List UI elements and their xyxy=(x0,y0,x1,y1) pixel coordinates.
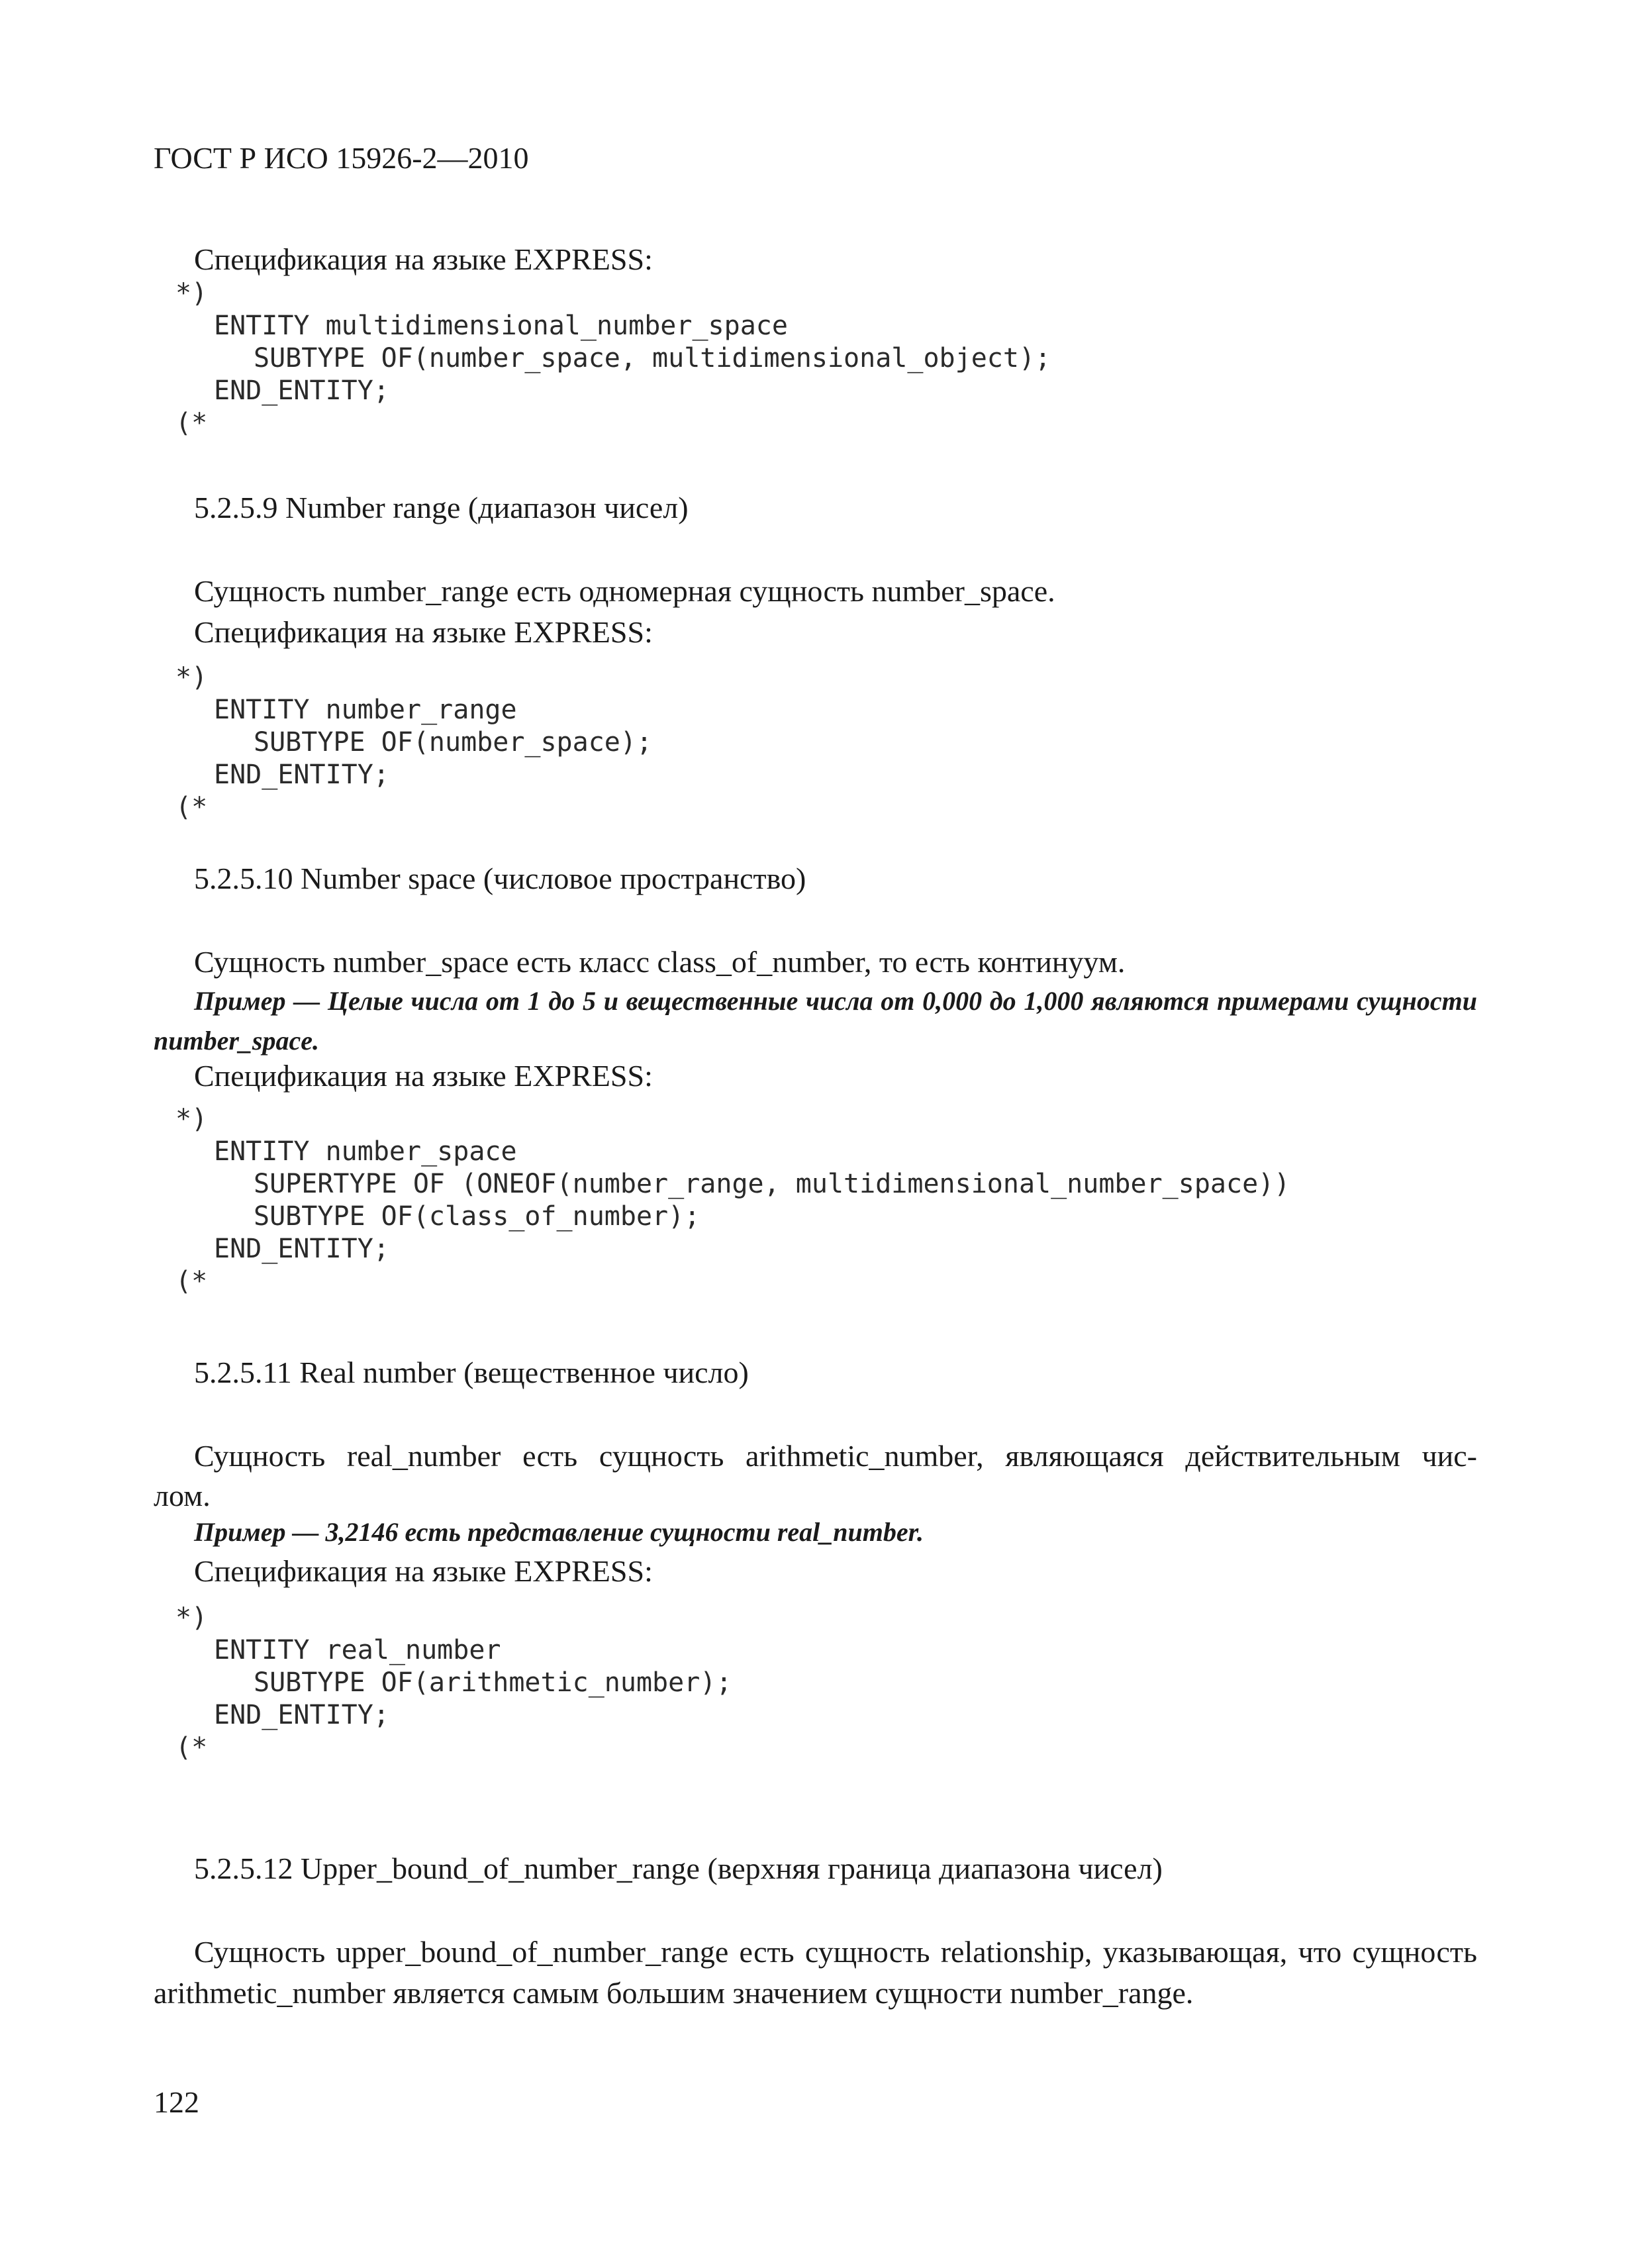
section-heading: 5.2.5.11 Real number (вещественное число) xyxy=(194,1356,749,1389)
section-text: Сущность number_space есть класс class_of_number, то есть континуум. xyxy=(194,945,1126,979)
code-end-entity: END_ENTITY; xyxy=(214,1700,389,1730)
code-subtype: SUBTYPE OF(number_space, multidimensional_object); xyxy=(254,343,1051,373)
code-close: (* xyxy=(175,1266,208,1297)
section-text-cont: arithmetic_number является самым большим значением сущности number_range. xyxy=(154,1976,1194,2010)
spec-label: Спецификация на языке EXPRESS: xyxy=(194,1554,653,1588)
code-subtype: SUBTYPE OF(class_of_number); xyxy=(254,1201,700,1232)
section-heading: 5.2.5.9 Number range (диапазон чисел) xyxy=(194,491,689,524)
code-open: *) xyxy=(175,1104,208,1134)
code-entity: ENTITY multidimensional_number_space xyxy=(214,311,788,341)
section-text: Сущность upper_bound_of_number_range есть сущность relationship, указывающая, что сущность xyxy=(194,1935,1477,1969)
example-note: Пример — 3,2146 есть представление сущности real_number. xyxy=(194,1517,924,1547)
example-note-cont: number_space. xyxy=(154,1026,319,1056)
example-note: Пример — Целые числа от 1 до 5 и вещественные числа от 0,000 до 1,000 являются примерами сущности xyxy=(194,986,1477,1016)
spec-label: Спецификация на языке EXPRESS: xyxy=(194,615,653,649)
code-entity: ENTITY number_space xyxy=(214,1136,517,1167)
code-open: *) xyxy=(175,662,208,693)
section-heading: 5.2.5.12 Upper_bound_of_number_range (верхняя граница диапазона чисел) xyxy=(194,1851,1163,1885)
code-open: *) xyxy=(175,1602,208,1633)
section-heading: 5.2.5.10 Number space (числовое пространство) xyxy=(194,862,806,895)
code-entity: ENTITY real_number xyxy=(214,1635,501,1665)
section-text: Сущность number_range есть одномерная сущность number_space. xyxy=(194,574,1055,608)
code-subtype: SUBTYPE OF(number_space); xyxy=(254,727,653,758)
code-close: (* xyxy=(175,1732,208,1763)
page-number: 122 xyxy=(154,2085,199,2119)
code-end-entity: END_ENTITY; xyxy=(214,1234,389,1264)
section-text: Сущность real_number есть сущность arithmetic_number, являющаяся действительным чис- xyxy=(194,1439,1477,1473)
spec-label: Спецификация на языке EXPRESS: xyxy=(194,242,653,276)
document-header: ГОСТ Р ИСО 15926-2—2010 xyxy=(154,141,529,175)
code-open: *) xyxy=(175,278,208,309)
code-end-entity: END_ENTITY; xyxy=(214,375,389,406)
code-supertype: SUPERTYPE OF (ONEOF(number_range, multidimensional_number_space)) xyxy=(254,1169,1290,1199)
spec-label: Спецификация на языке EXPRESS: xyxy=(194,1059,653,1093)
code-close: (* xyxy=(175,792,208,822)
code-close: (* xyxy=(175,408,208,438)
section-text-cont: лом. xyxy=(154,1479,211,1512)
code-end-entity: END_ENTITY; xyxy=(214,760,389,790)
code-subtype: SUBTYPE OF(arithmetic_number); xyxy=(254,1667,732,1698)
code-entity: ENTITY number_range xyxy=(214,695,517,725)
